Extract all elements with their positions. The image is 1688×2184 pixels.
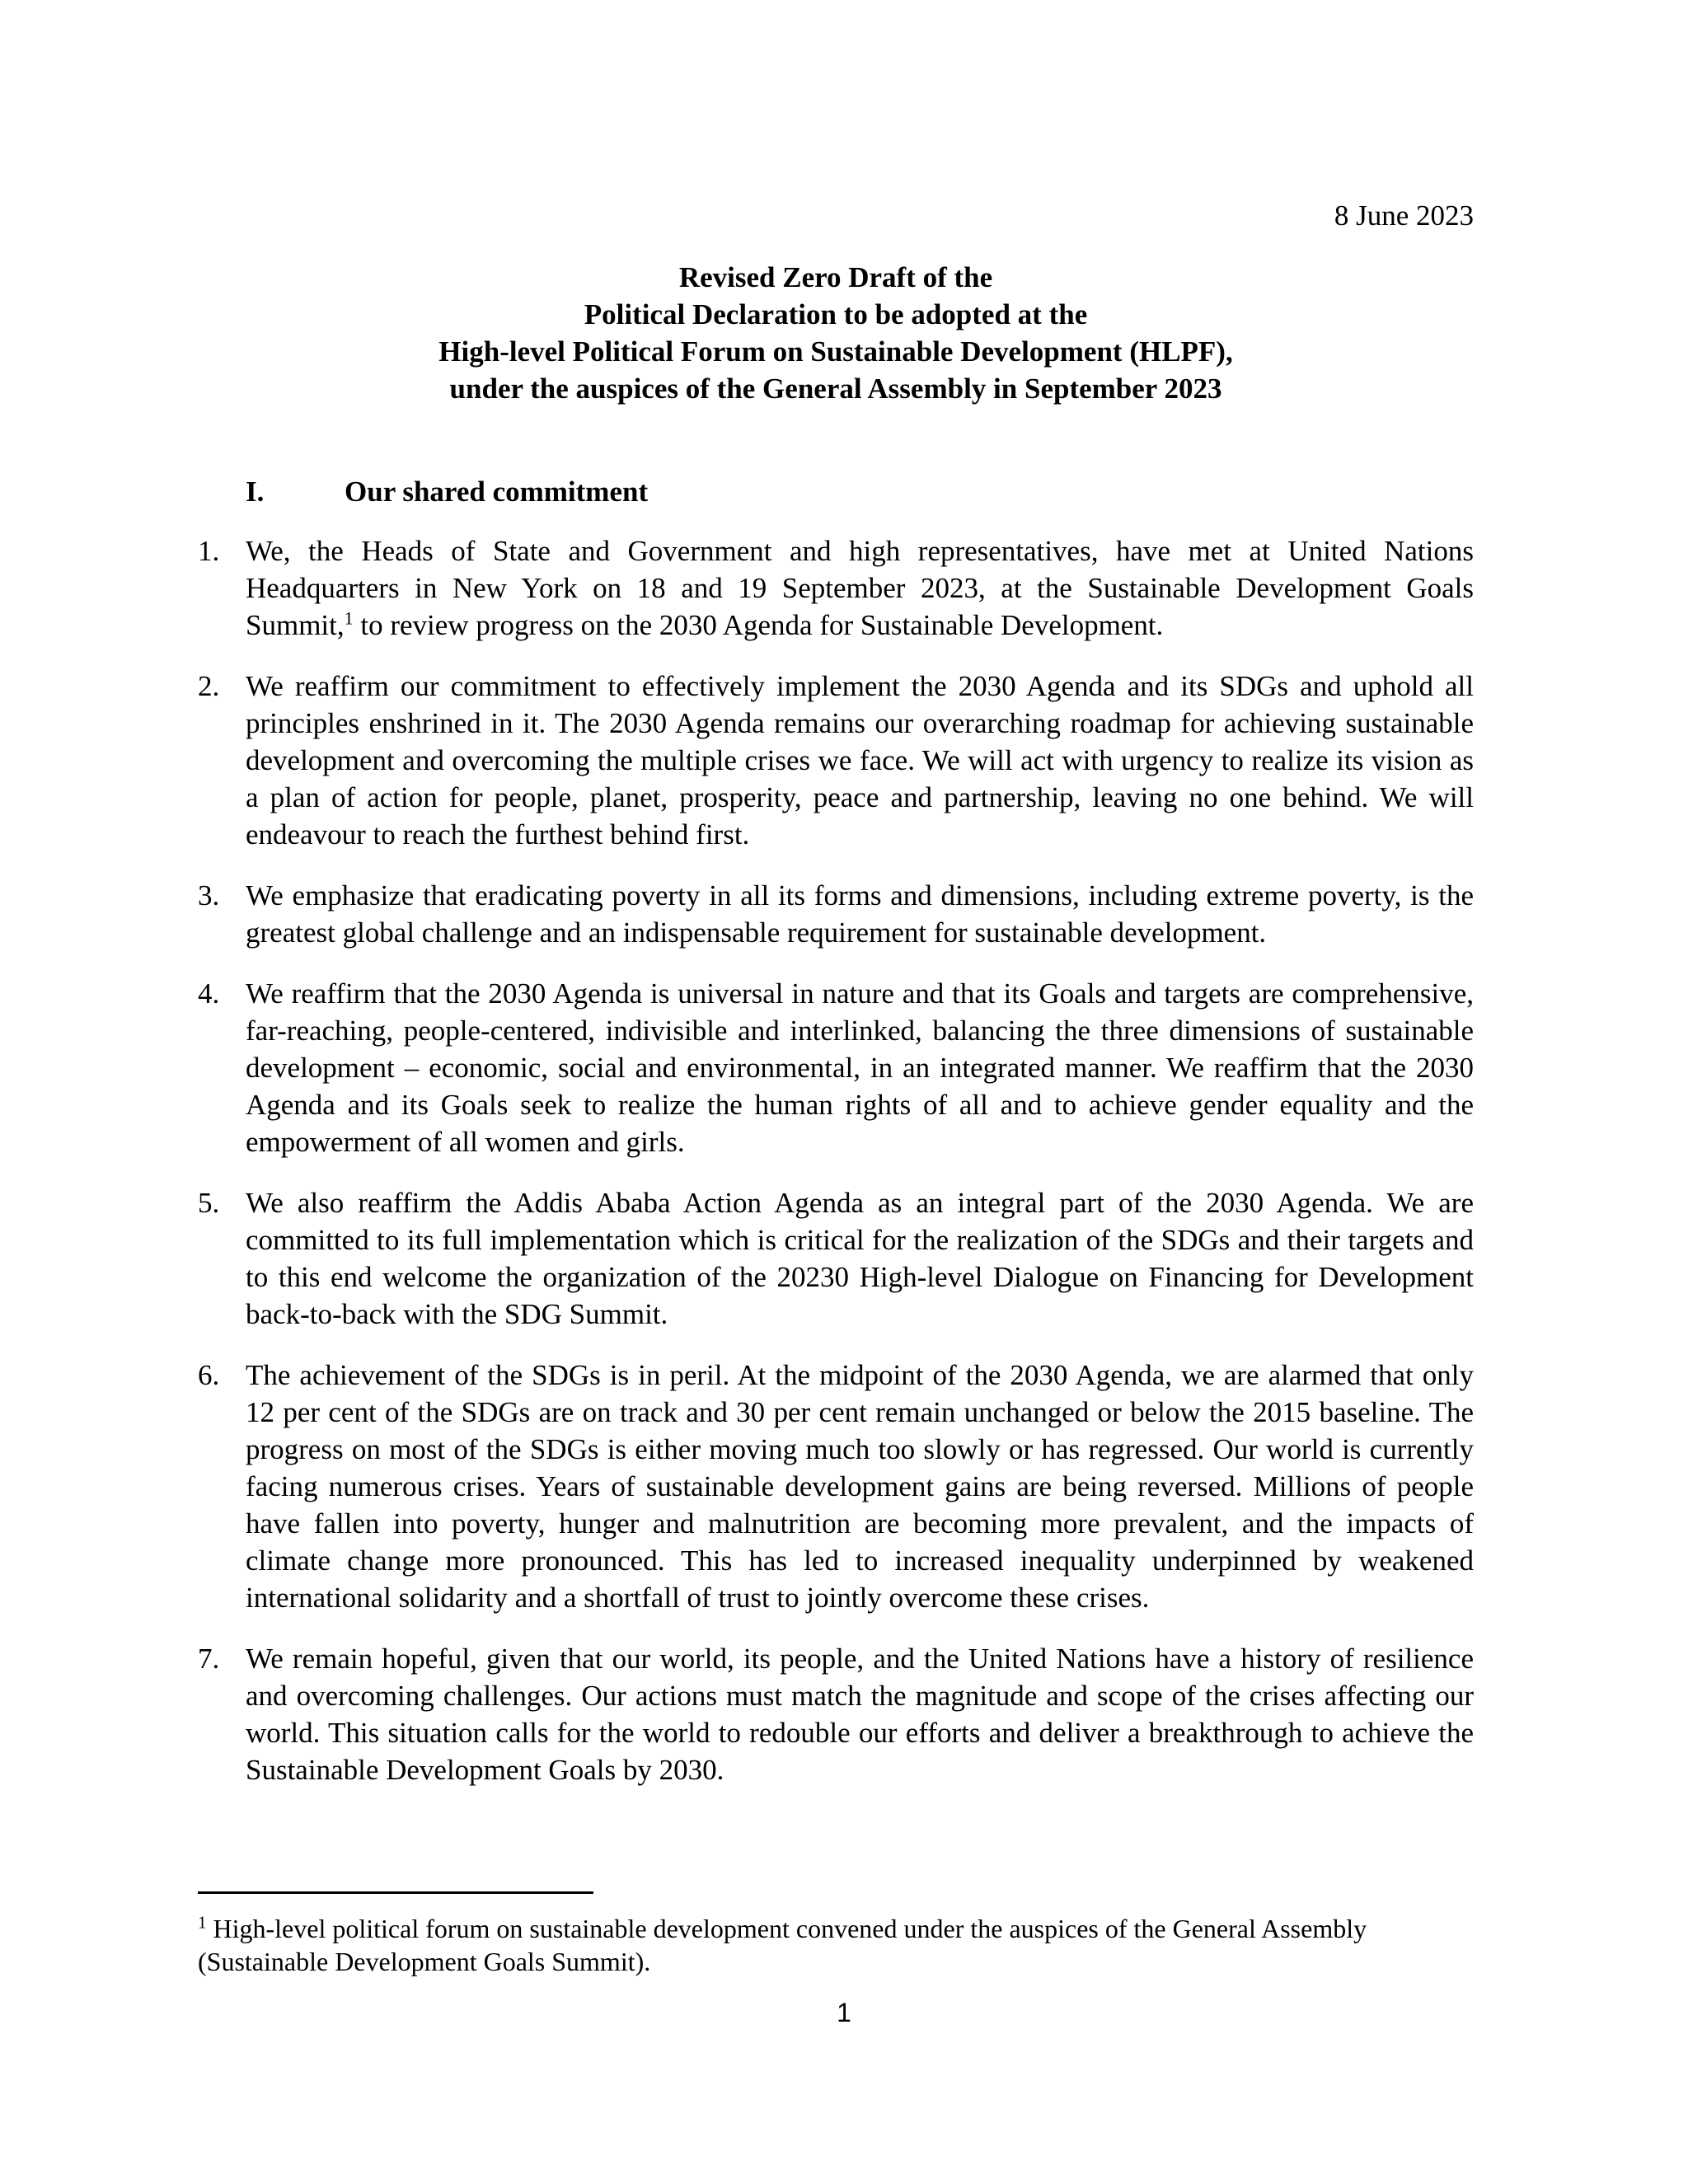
footnote-marker: 1 xyxy=(198,1912,207,1933)
section-number: I. xyxy=(246,476,265,508)
paragraph-text xyxy=(246,532,1474,644)
paragraph-text: We reaffirm our commitment to effectively implement the 2030 Agenda and its SDGs and uphold all principles enshrined in it. The 2030 Agenda remains our overarching roadmap for achieving sustainable development and overcoming the multiple crises we face. We will act with urgency to realize its vision as a plan of action for people, planet, prosperity, peace and partnership, leaving no one behind. We will endeavour to reach the furthest behind first. xyxy=(246,670,1474,851)
paragraph-text-part: We, the Heads of State and Government and high representatives, have met at United Nations Headquarters in New York on 18 and 19 September 2023, at the Sustainable Development Goals Summit, xyxy=(246,535,1474,641)
paragraph-3 xyxy=(198,877,1474,951)
paragraph-4 xyxy=(198,975,1474,1160)
paragraph-number: 2. xyxy=(198,670,220,702)
paragraph-number: 1. xyxy=(198,535,220,567)
paragraph-text: We also reaffirm the Addis Ababa Action Agenda as an integral part of the 2030 Agenda. We are committed to its full implementation which is critical for the realization of the SDGs and their targets and to this end welcome the organization of the 20230 High-level Dialogue on Financing for Development back-to-back with the SDG Summit. xyxy=(246,1187,1474,1330)
paragraph-text: We reaffirm that the 2030 Agenda is universal in nature and that its Goals and targets are comprehensive, far-reaching, people-centered, indivisible and interlinked, balancing the three dimensions of sustainable development – economic, social and environmental, in an integrated manner. We reaffirm that the 2030 Agenda and its Goals seek to realize the human rights of all and to achieve gender equality and the empowerment of all women and girls. xyxy=(246,977,1474,1158)
paragraph-number: 6. xyxy=(198,1359,220,1391)
paragraph-number: 4. xyxy=(198,977,220,1010)
footnote xyxy=(198,1912,1474,1978)
paragraph-6 xyxy=(198,1357,1474,1616)
title-line: High-level Political Forum on Sustainable Development (HLPF), xyxy=(438,335,1233,368)
paragraph-1 xyxy=(198,532,1474,644)
paragraph-2 xyxy=(198,668,1474,853)
footnote-divider xyxy=(198,1891,593,1894)
title-line: Political Declaration to be adopted at the xyxy=(584,298,1088,330)
paragraph-7 xyxy=(198,1640,1474,1788)
paragraph-number: 3. xyxy=(198,879,220,912)
paragraph-number: 5. xyxy=(198,1187,220,1219)
title-line: under the auspices of the General Assembly in September 2023 xyxy=(449,373,1222,405)
footnote-reference[interactable]: 1 xyxy=(344,607,354,629)
paragraph-text-part: to review progress on the 2030 Agenda for Sustainable Development. xyxy=(353,609,1164,641)
title-line: Revised Zero Draft of the xyxy=(678,261,993,293)
paragraph-list xyxy=(198,532,1474,1812)
paragraph-text: We emphasize that eradicating poverty in all its forms and dimensions, including extreme poverty, is the greatest global challenge and an indispensable requirement for sustainable development. xyxy=(246,879,1474,949)
paragraph-number: 7. xyxy=(198,1643,220,1675)
paragraph-text: The achievement of the SDGs is in peril. At the midpoint of the 2030 Agenda, we are alarmed that only 12 per cent of the SDGs are on track and 30 per cent remain unchanged or below the 2015 baseline. The progress on most of the SDGs is either moving much too slowly or has regressed. Our world is currently facing numerous crises. Years of sustainable development gains are being reversed. Millions of people have fallen into poverty, hunger and malnutrition are becoming more prevalent, and the impacts of climate change more pronounced. This has led to increased inequality underpinned by weakened international solidarity and a shortfall of trust to jointly overcome these crises. xyxy=(246,1359,1474,1614)
section-title: Our shared commitment xyxy=(345,476,649,508)
footnote-text: High-level political forum on sustainable development convened under the auspices of the General Assembly (Sustainable Development Goals Summit). xyxy=(198,1914,1367,1976)
paragraph-text: We remain hopeful, given that our world, its people, and the United Nations have a history of resilience and overcoming challenges. Our actions must match the magnitude and scope of the crises affecting our world. This situation calls for the world to redouble our efforts and deliver a breakthrough to achieve the Sustainable Development Goals by 2030. xyxy=(246,1643,1474,1786)
document-title xyxy=(198,259,1474,407)
section-heading xyxy=(246,473,648,510)
paragraph-5 xyxy=(198,1184,1474,1333)
page-number: 1 xyxy=(837,1998,851,2027)
document-date: 8 June 2023 xyxy=(1334,199,1474,232)
